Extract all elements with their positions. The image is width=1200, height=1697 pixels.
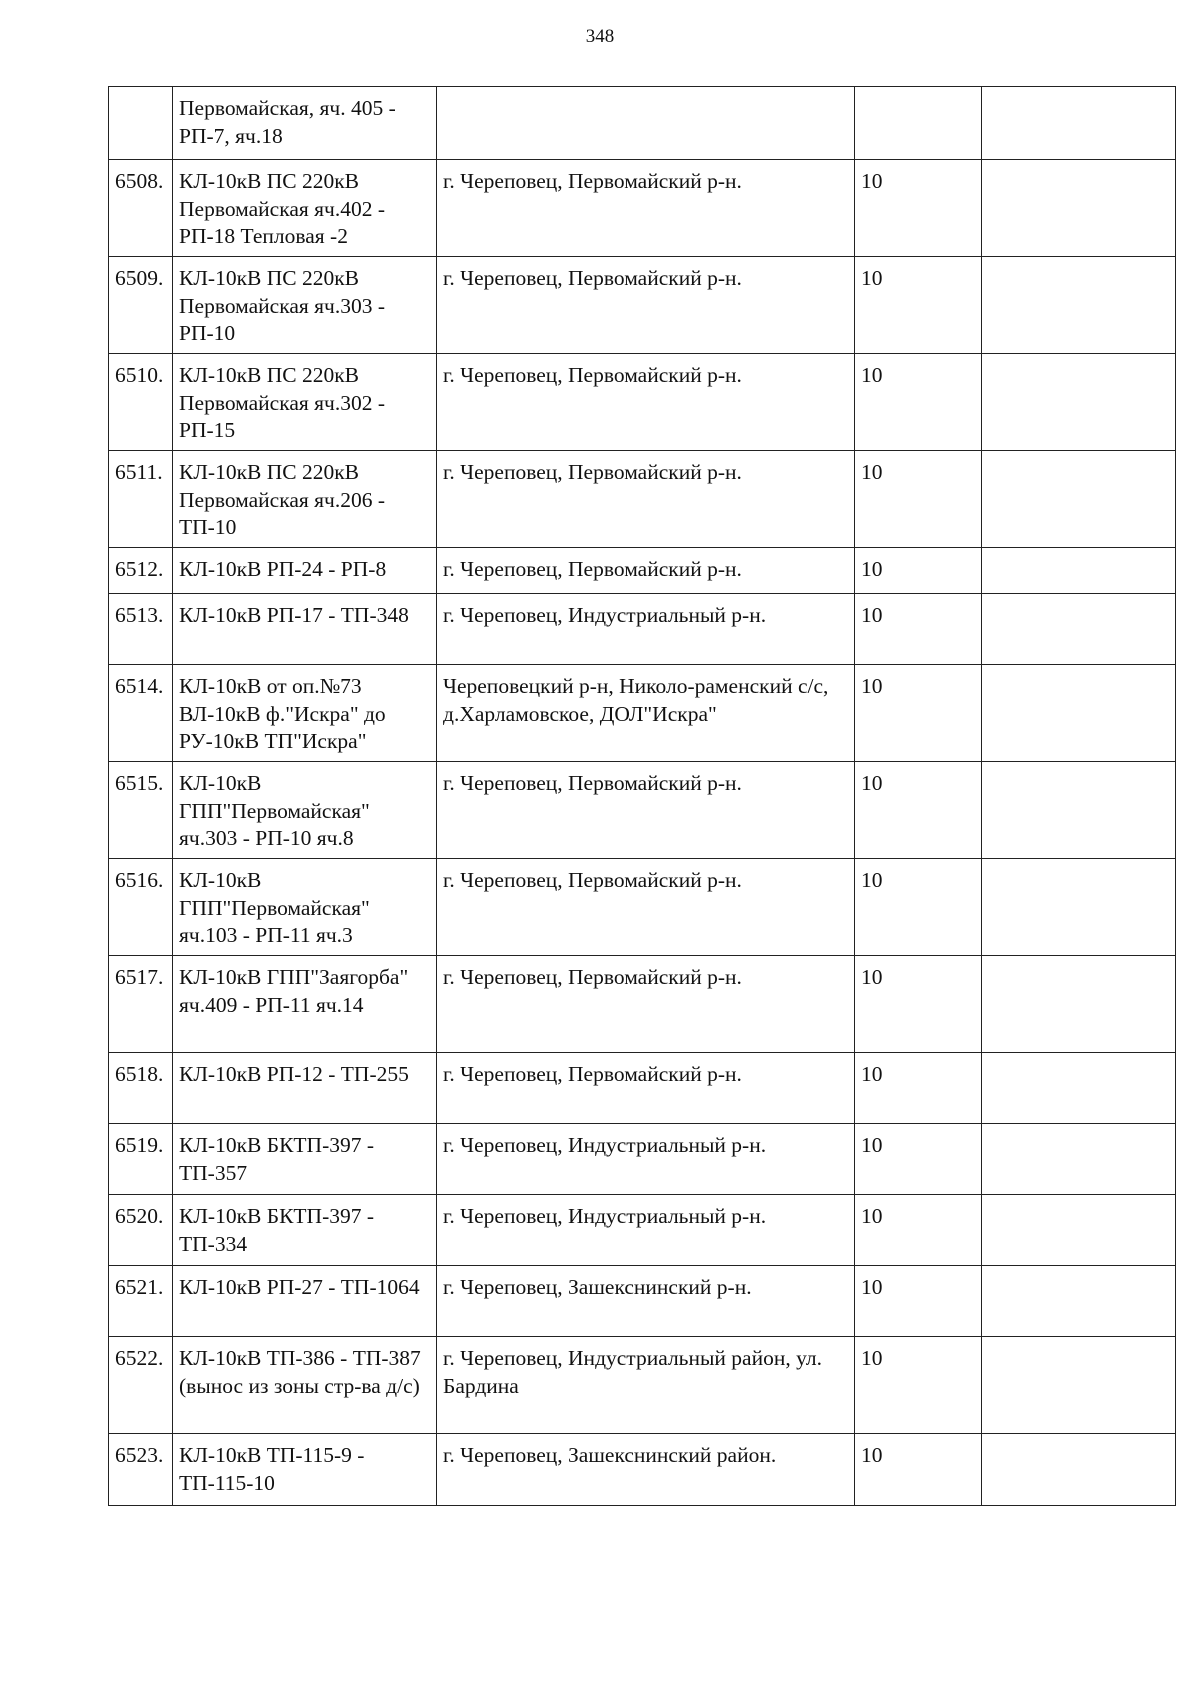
table-row	[109, 1434, 1176, 1506]
row-number: 6518.	[109, 1053, 173, 1124]
note-cell	[982, 1124, 1176, 1195]
table-row	[109, 762, 1176, 859]
voltage-cell: 10	[855, 859, 982, 956]
table-row	[109, 956, 1176, 1053]
row-number: 6515.	[109, 762, 173, 859]
note-cell	[982, 1266, 1176, 1337]
note-cell	[982, 160, 1176, 257]
note-cell	[982, 87, 1176, 160]
line-name-cell: КЛ-10кВ РП-17 - ТП-348	[173, 594, 437, 665]
table-row	[109, 1124, 1176, 1195]
line-name-cell: КЛ-10кВ ГПП"Первомайская" яч.303 - РП-10 яч.8	[173, 762, 437, 859]
note-cell	[982, 548, 1176, 594]
line-name-cell: КЛ-10кВ РП-12 - ТП-255	[173, 1053, 437, 1124]
address-cell: г. Череповец, Зашекснинский район.	[437, 1434, 855, 1506]
address-cell: г. Череповец, Индустриальный р-н.	[437, 1124, 855, 1195]
note-cell	[982, 594, 1176, 665]
table-row	[109, 594, 1176, 665]
row-number: 6508.	[109, 160, 173, 257]
table-row	[109, 548, 1176, 594]
voltage-cell: 10	[855, 1124, 982, 1195]
address-cell: г. Череповец, Зашекснинский р-н.	[437, 1266, 855, 1337]
line-name-cell: КЛ-10кВ ПС 220кВ Первомайская яч.402 - РП-18 Тепловая -2	[173, 160, 437, 257]
note-cell	[982, 665, 1176, 762]
address-cell: г. Череповец, Первомайский р-н.	[437, 762, 855, 859]
note-cell	[982, 257, 1176, 354]
table-body	[109, 87, 1176, 1506]
note-cell	[982, 354, 1176, 451]
table-row	[109, 354, 1176, 451]
row-number: 6521.	[109, 1266, 173, 1337]
line-name-cell: КЛ-10кВ БКТП-397 - ТП-357	[173, 1124, 437, 1195]
address-cell: г. Череповец, Первомайский р-н.	[437, 548, 855, 594]
line-name-cell: КЛ-10кВ ПС 220кВ Первомайская яч.206 - ТП-10	[173, 451, 437, 548]
line-name-cell: КЛ-10кВ ТП-386 - ТП-387 (вынос из зоны стр-ва д/с)	[173, 1337, 437, 1434]
address-cell: г. Череповец, Первомайский р-н.	[437, 451, 855, 548]
voltage-cell: 10	[855, 956, 982, 1053]
voltage-cell: 10	[855, 160, 982, 257]
row-number: 6517.	[109, 956, 173, 1053]
address-cell: г. Череповец, Первомайский р-н.	[437, 956, 855, 1053]
row-number: 6519.	[109, 1124, 173, 1195]
voltage-cell: 10	[855, 1266, 982, 1337]
note-cell	[982, 1053, 1176, 1124]
table-row	[109, 1266, 1176, 1337]
voltage-cell: 10	[855, 665, 982, 762]
voltage-cell: 10	[855, 1337, 982, 1434]
row-number: 6523.	[109, 1434, 173, 1506]
table-row	[109, 859, 1176, 956]
row-number: 6520.	[109, 1195, 173, 1266]
address-cell: г. Череповец, Первомайский р-н.	[437, 354, 855, 451]
voltage-cell	[855, 87, 982, 160]
row-number: 6510.	[109, 354, 173, 451]
note-cell	[982, 859, 1176, 956]
address-cell: г. Череповец, Первомайский р-н.	[437, 1053, 855, 1124]
address-cell: Череповецкий р-н, Николо-раменский с/с, д.Харламовское, ДОЛ"Искра"	[437, 665, 855, 762]
note-cell	[982, 762, 1176, 859]
row-number: 6512.	[109, 548, 173, 594]
row-number: 6511.	[109, 451, 173, 548]
note-cell	[982, 1195, 1176, 1266]
address-cell	[437, 87, 855, 160]
row-number: 6513.	[109, 594, 173, 665]
page-number: 348	[585, 26, 615, 47]
voltage-cell: 10	[855, 762, 982, 859]
voltage-cell: 10	[855, 548, 982, 594]
row-number	[109, 87, 173, 160]
voltage-cell: 10	[855, 1195, 982, 1266]
row-number: 6509.	[109, 257, 173, 354]
address-cell: г. Череповец, Первомайский р-н.	[437, 160, 855, 257]
line-name-cell: КЛ-10кВ РП-24 - РП-8	[173, 548, 437, 594]
line-name-cell: КЛ-10кВ ГПП"Заягорба" яч.409 - РП-11 яч.14	[173, 956, 437, 1053]
table-row	[109, 257, 1176, 354]
address-cell: г. Череповец, Индустриальный район, ул. Бардина	[437, 1337, 855, 1434]
address-cell: г. Череповец, Индустриальный р-н.	[437, 1195, 855, 1266]
line-name-cell: КЛ-10кВ ПС 220кВ Первомайская яч.302 - РП-15	[173, 354, 437, 451]
row-number: 6516.	[109, 859, 173, 956]
cable-line-registry-table	[108, 86, 1176, 1506]
line-name-cell: КЛ-10кВ ГПП"Первомайская" яч.103 - РП-11 яч.3	[173, 859, 437, 956]
line-name-cell: КЛ-10кВ от оп.№73 ВЛ-10кВ ф."Искра" до РУ-10кВ ТП"Искра"	[173, 665, 437, 762]
line-name-cell: КЛ-10кВ ТП-115-9 - ТП-115-10	[173, 1434, 437, 1506]
table-row	[109, 1337, 1176, 1434]
address-cell: г. Череповец, Первомайский р-н.	[437, 859, 855, 956]
note-cell	[982, 956, 1176, 1053]
table-row	[109, 87, 1176, 160]
row-number: 6514.	[109, 665, 173, 762]
table-row	[109, 1053, 1176, 1124]
address-cell: г. Череповец, Первомайский р-н.	[437, 257, 855, 354]
voltage-cell: 10	[855, 354, 982, 451]
line-name-cell: Первомайская, яч. 405 - РП-7, яч.18	[173, 87, 437, 160]
voltage-cell: 10	[855, 594, 982, 665]
note-cell	[982, 451, 1176, 548]
line-name-cell: КЛ-10кВ РП-27 - ТП-1064	[173, 1266, 437, 1337]
table-row	[109, 665, 1176, 762]
line-name-cell: КЛ-10кВ ПС 220кВ Первомайская яч.303 - РП-10	[173, 257, 437, 354]
note-cell	[982, 1434, 1176, 1506]
voltage-cell: 10	[855, 451, 982, 548]
table-row	[109, 451, 1176, 548]
voltage-cell: 10	[855, 257, 982, 354]
address-cell: г. Череповец, Индустриальный р-н.	[437, 594, 855, 665]
line-name-cell: КЛ-10кВ БКТП-397 - ТП-334	[173, 1195, 437, 1266]
table-row	[109, 160, 1176, 257]
note-cell	[982, 1337, 1176, 1434]
voltage-cell: 10	[855, 1053, 982, 1124]
row-number: 6522.	[109, 1337, 173, 1434]
voltage-cell: 10	[855, 1434, 982, 1506]
table-row	[109, 1195, 1176, 1266]
